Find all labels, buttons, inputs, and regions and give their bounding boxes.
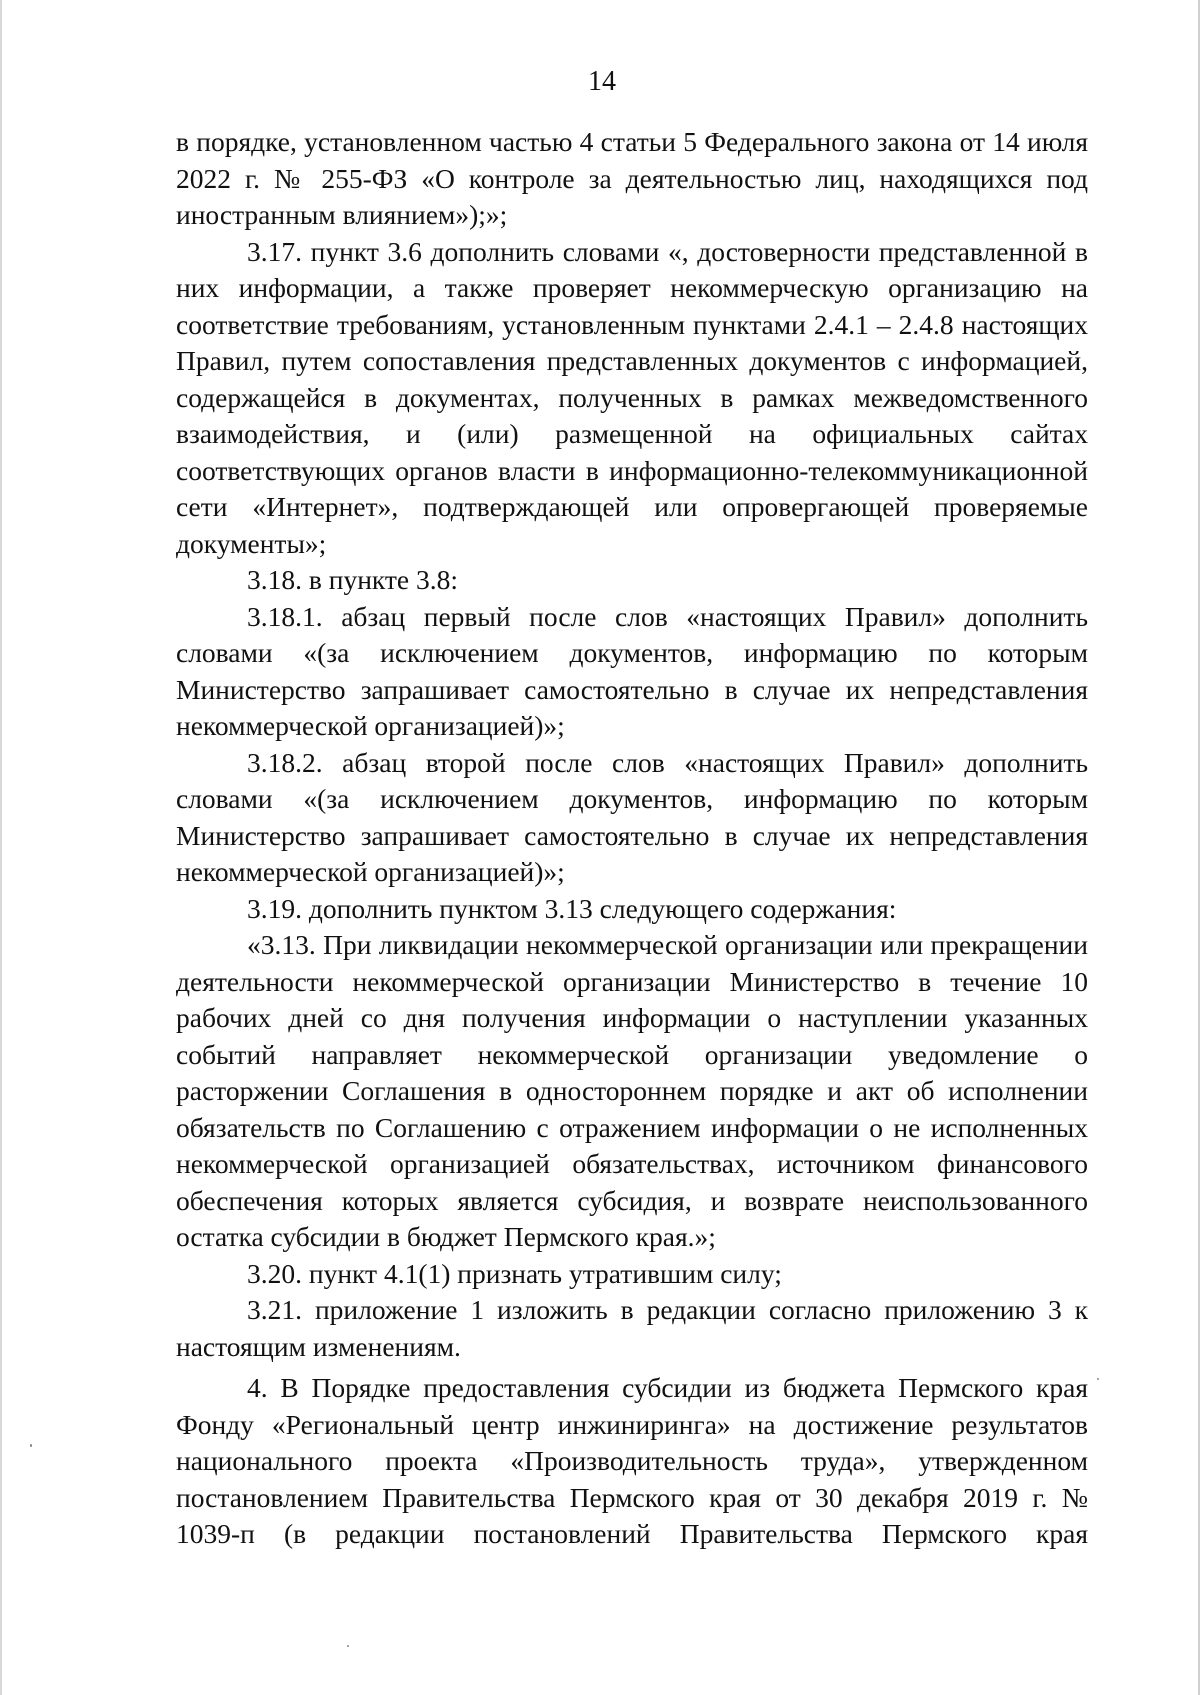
paragraph-3-13-quote: «3.13. При ликвидации некоммерческой организации или прекращении деятельности некоммерческой организации Министерство в течение 10 рабочих дней со дня получения информации о наступлении указанных событий направляет некоммерческой организации уведомление о расторжении Соглашения в одностороннем порядке и акт об исполнении обязательств по Соглашению с отражением информации о не исполненных некоммерческой организацией обязательствах, источником финансового обеспечения которых является субсидия, и возврате неиспользованного остатка субсидии в бюджет Пермского края.»;	[176, 929, 1088, 1252]
paragraph-3-21: 3.21. приложение 1 изложить в редакции согласно приложению 3 к настоящим изменениям.	[176, 1294, 1088, 1362]
scan-speck	[347, 1645, 349, 1647]
page-number: 14	[588, 66, 616, 97]
paragraph-3-18: 3.18. в пункте 3.8:	[247, 564, 459, 595]
paragraph-continuation: в порядке, установленном частью 4 статьи 5 Федерального закона от 14 июля 2022 г. № 255-ФЗ «О контроле за деятельностью лиц, находящихся под иностранным влиянием»);»;	[176, 126, 1088, 230]
document-body	[176, 124, 1088, 1553]
paragraph-3-18-2: 3.18.2. абзац второй после слов «настоящих Правил» дополнить словами «(за исключением документов, информацию по которым Министерство запрашивает самостоятельно в случае их непредставления некоммерческой организацией)»;	[176, 746, 1088, 887]
scan-speck	[30, 1444, 32, 1447]
paragraph-3-17: 3.17. пункт 3.6 дополнить словами «, достоверности представленной в них информации, а также проверяет некоммерческую организацию на соответствие требованиям, установленным пунктами 2.4.1 – 2.4.8 настоящих Правил, путем сопоставления представленных документов с информацией, содержащейся в документах, полученных в рамках межведомственного взаимодействия, и (или) размещенной на официальных сайтах соответствующих органов власти в информационно-телекоммуникационной сети «Интернет», подтверждающей или опровергающей проверяемые документы»;	[176, 235, 1088, 559]
paragraph-3-18-1: 3.18.1. абзац первый после слов «настоящих Правил» дополнить словами «(за исключением документов, информацию по которым Министерство запрашивает самостоятельно в случае их непредставления некоммерческой организацией)»;	[176, 600, 1088, 741]
paragraph-3-20: 3.20. пункт 4.1(1) признать утратившим силу;	[247, 1257, 782, 1289]
scan-speck	[1097, 1378, 1099, 1380]
paragraph-4: 4. В Порядке предоставления субсидии из бюджета Пермского края Фонду «Региональный центр инжиниринга» на достижение результатов национального проекта «Производительность труда», утвержденном постановлением Правительства Пермского края от 30 декабря 2019 г. № 1039-п (в редакции постановлений Правительства Пермского края	[176, 1372, 1088, 1549]
paragraph-3-19: 3.19. дополнить пунктом 3.13 следующего содержания:	[247, 892, 897, 924]
